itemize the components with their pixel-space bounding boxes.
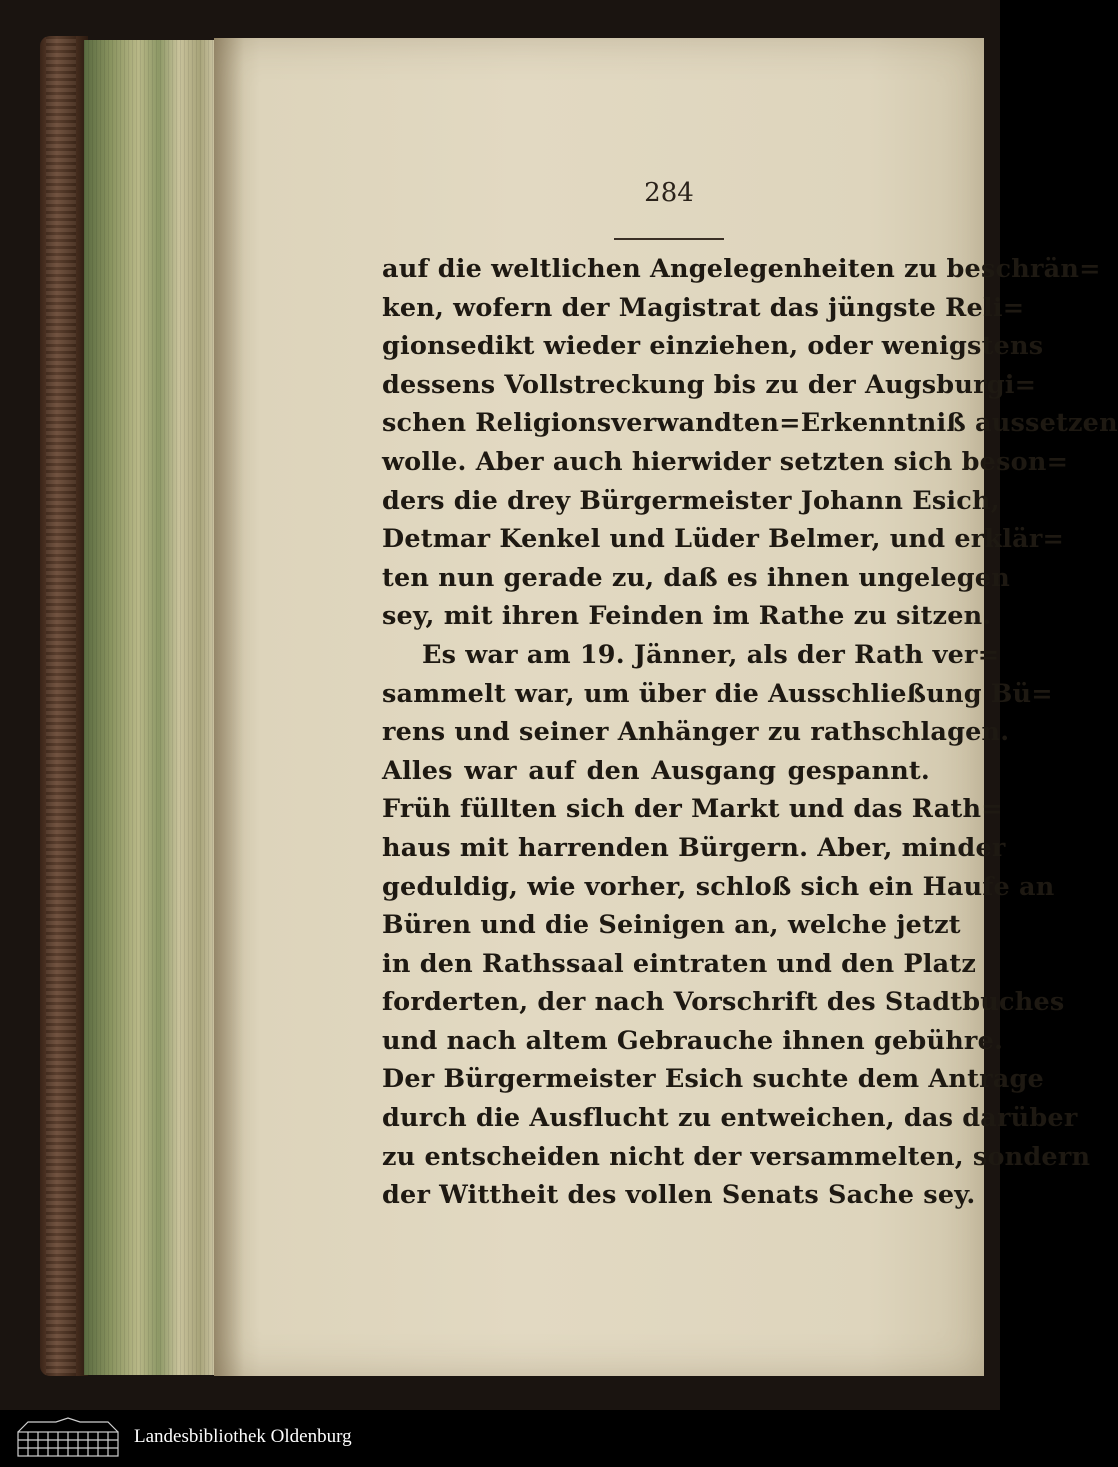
text-line: geduldig, wie vorher, schloß sich ein Haufe an	[382, 871, 1055, 902]
text-line: gionsedikt wieder einziehen, oder wenigstens	[382, 331, 1044, 362]
text-line: Der Bürgermeister Esich suchte dem Antrage	[382, 1064, 1044, 1095]
text-line: durch die Ausflucht zu entweichen, das darüber	[382, 1103, 1078, 1134]
text-line: schen Religionsverwandten=Erkenntniß aussetzen	[382, 408, 1118, 439]
text-line: ders die drey Bürgermeister Johann Esich,	[382, 485, 1000, 516]
gutter-shadow	[214, 38, 244, 1376]
text-line: der Wittheit des vollen Senats Sache sey.	[382, 1180, 976, 1211]
text-line: dessens Vollstreckung bis zu der Augsburgi=	[382, 369, 1037, 400]
text-line: forderten, der nach Vorschrift des Stadtbuches	[382, 987, 1065, 1018]
text-line: Es war am 19. Jänner, als der Rath ver=	[422, 639, 1000, 670]
page-number: 284	[644, 178, 694, 208]
text-line: und nach altem Gebrauche ihnen gebühre.	[382, 1025, 1004, 1056]
footer-bar	[0, 1410, 1000, 1467]
page-number-rule	[614, 238, 724, 240]
text-line: rens und seiner Anhänger zu rathschlagen.	[382, 717, 1010, 748]
text-line: Alles war auf den Ausgang gespannt.	[382, 755, 930, 786]
book-page	[214, 38, 1118, 1376]
text-line: in den Rathssaal eintraten und den Platz	[382, 948, 977, 979]
text-line: ten nun gerade zu, daß es ihnen ungelegen	[382, 562, 1010, 593]
text-line: haus mit harrenden Bürgern. Aber, minder	[382, 832, 1006, 863]
text-line: sammelt war, um über die Ausschließung Bü=	[382, 678, 1053, 709]
page-edges	[84, 40, 220, 1375]
book-cover-spine	[40, 36, 88, 1376]
text-line: wolle. Aber auch hierwider setzten sich beson=	[382, 446, 1069, 477]
text-line: auf die weltlichen Angelegenheiten zu beschrän=	[382, 254, 1101, 284]
text-line: ken, wofern der Magistrat das jüngste Reli=	[382, 292, 1025, 323]
body-text	[382, 250, 1118, 1215]
text-line: Büren und die Seinigen an, welche jetzt	[382, 910, 961, 941]
library-name: Landesbibliothek Oldenburg	[134, 1426, 352, 1447]
text-line: Früh füllten sich der Markt und das Rath=	[382, 794, 1003, 825]
text-line: zu entscheiden nicht der versammelten, sondern	[382, 1141, 1091, 1172]
text-line: Detmar Kenkel und Lüder Belmer, und erklär=	[382, 524, 1065, 555]
library-building-icon	[16, 1418, 120, 1458]
text-line: sey, mit ihren Feinden im Rathe zu sitzen.	[382, 601, 992, 632]
